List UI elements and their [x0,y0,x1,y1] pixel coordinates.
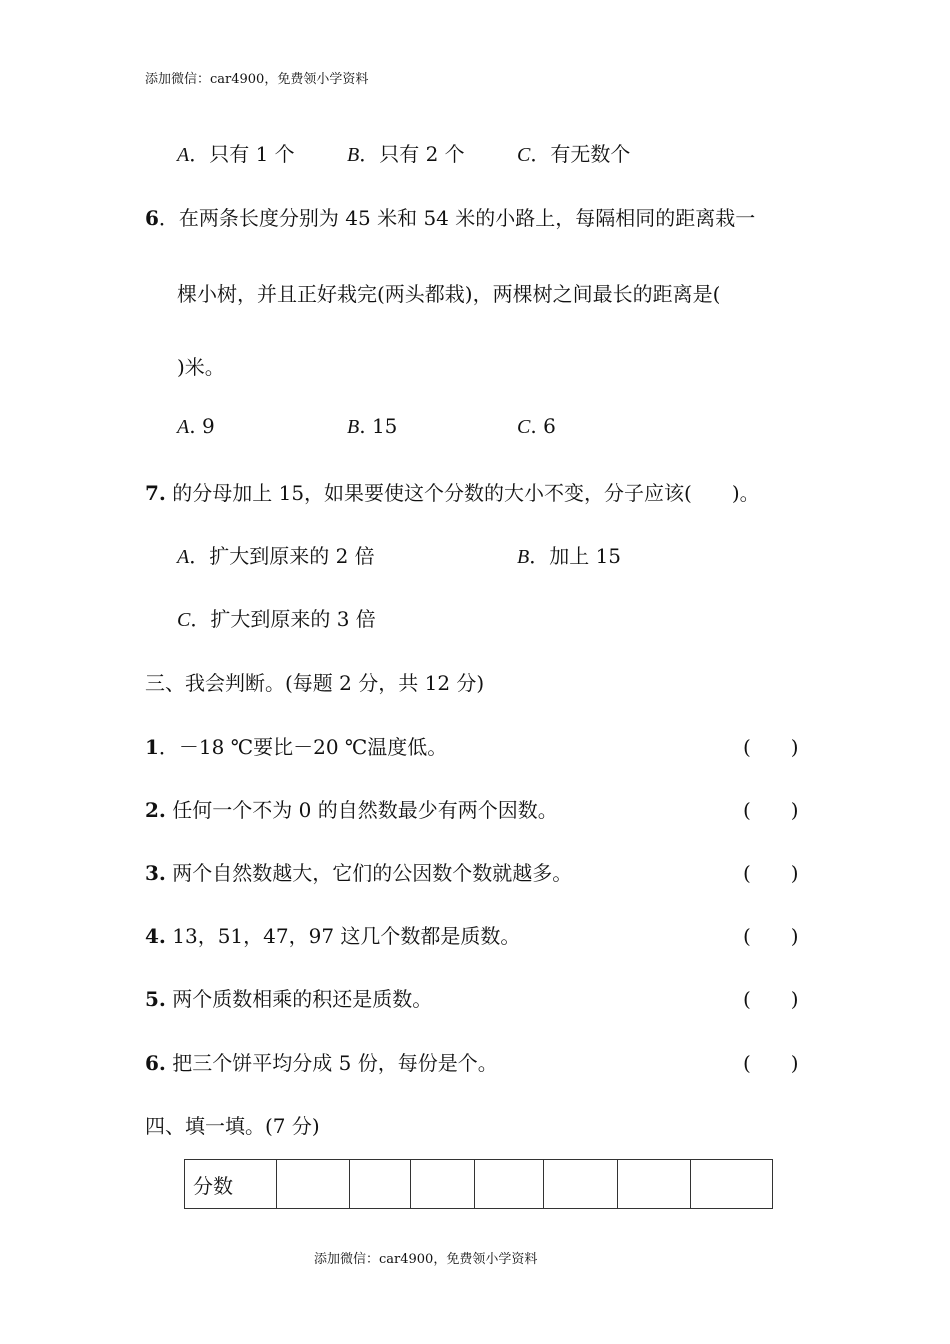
option-text: 只有 1 个 [209,142,295,166]
option-text: 6 [543,414,556,438]
answer-paren-2[interactable]: ( ) [743,798,799,822]
table-cell[interactable] [691,1160,773,1209]
question-text: 的分母加上 15，如果要使这个分数的大小不变，分子应该( )。 [165,481,760,505]
footer-watermark: 添加微信：car4900，免费领小学资料 [314,1252,538,1267]
header-watermark: 添加微信：car4900，免费领小学资料 [145,72,369,87]
q6-option-b [347,414,397,439]
option-letter: B [347,416,360,438]
option-letter: C [177,609,191,631]
option-text: 加上 15 [549,544,622,568]
judge-item-3 [145,857,572,886]
item-number: 3. [145,861,166,885]
option-letter: A [177,416,190,438]
q5-option-c [517,138,630,167]
q6-line3: )米。 [177,355,225,379]
section4-title: 四、填一填。(7 分) [145,1114,320,1138]
table-cell[interactable] [544,1160,618,1209]
question-number: 7. [145,481,166,505]
q6-option-a [177,414,215,439]
option-sep: . [189,414,202,438]
q7-option-b [517,540,621,569]
table-cell[interactable] [350,1160,411,1209]
option-sep: . [530,414,544,438]
item-number: 6. [145,1051,166,1075]
answer-paren-6[interactable]: ( ) [743,1051,799,1075]
table-cell[interactable] [618,1160,691,1209]
question-text: 在两条长度分别为 45 米和 54 米的小路上，每隔相同的距离栽一 [178,206,756,230]
judge-item-5 [145,983,432,1012]
item-number: 1 [145,735,159,759]
option-sep: ． [530,142,551,166]
option-letter: B [517,546,530,568]
answer-paren-4[interactable]: ( ) [743,924,799,948]
q5-option-b [347,138,465,167]
q7-option-a [177,540,375,569]
q7-stem [145,477,760,506]
item-text: 两个自然数越大，它们的公因数个数就越多。 [172,861,573,885]
option-letter: C [517,144,531,166]
option-letter: A [177,144,190,166]
option-sep: . [359,414,372,438]
q6-line2: 棵小树，并且正好栽完(两头都栽)，两棵树之间最长的距离是( [177,282,721,306]
option-sep: ． [189,544,210,568]
option-sep: ． [190,607,211,631]
item-text: 把三个饼平均分成 5 份，每份是个。 [172,1051,498,1075]
section3-title: 三、我会判断。(每题 2 分，共 12 分) [145,671,485,695]
option-text: 15 [371,414,398,438]
q6-option-c [517,414,556,439]
answer-paren-1[interactable]: ( ) [743,735,799,759]
item-number: 5. [145,987,166,1011]
answer-paren-5[interactable]: ( ) [743,987,799,1011]
table-header-cell: 分数 [185,1160,277,1209]
question-number: 6 [145,206,159,230]
q5-option-a [177,138,295,167]
option-sep: ． [529,544,550,568]
item-text: －18 ℃要比－20 ℃温度低。 [178,735,448,759]
number-sep: ． [158,735,179,759]
item-text: 两个质数相乘的积还是质数。 [172,987,433,1011]
option-sep: ． [189,142,210,166]
item-text: 任何一个不为 0 的自然数最少有两个因数。 [172,798,558,822]
option-letter: A [177,546,190,568]
answer-paren-3[interactable]: ( ) [743,861,799,885]
judge-item-6 [145,1047,498,1076]
table-cell[interactable] [411,1160,475,1209]
judge-item-1 [145,731,447,760]
q7-option-c [177,603,376,632]
table-cell[interactable] [475,1160,544,1209]
fraction-table [184,1159,773,1209]
q6-line1 [145,202,755,231]
item-number: 4. [145,924,166,948]
judge-item-2 [145,794,558,823]
item-text: 13，51，47，97 这几个数都是质数。 [172,924,521,948]
item-number: 2. [145,798,166,822]
table-row [185,1160,773,1209]
option-text: 有无数个 [550,142,631,166]
option-sep: ． [359,142,380,166]
option-text: 扩大到原来的 2 倍 [209,544,375,568]
judge-item-4 [145,920,520,949]
option-text: 扩大到原来的 3 倍 [210,607,376,631]
number-sep: ． [158,206,179,230]
option-letter: C [517,416,531,438]
table-cell[interactable] [277,1160,350,1209]
option-text: 只有 2 个 [379,142,465,166]
option-text: 9 [201,414,215,438]
option-letter: B [347,144,360,166]
